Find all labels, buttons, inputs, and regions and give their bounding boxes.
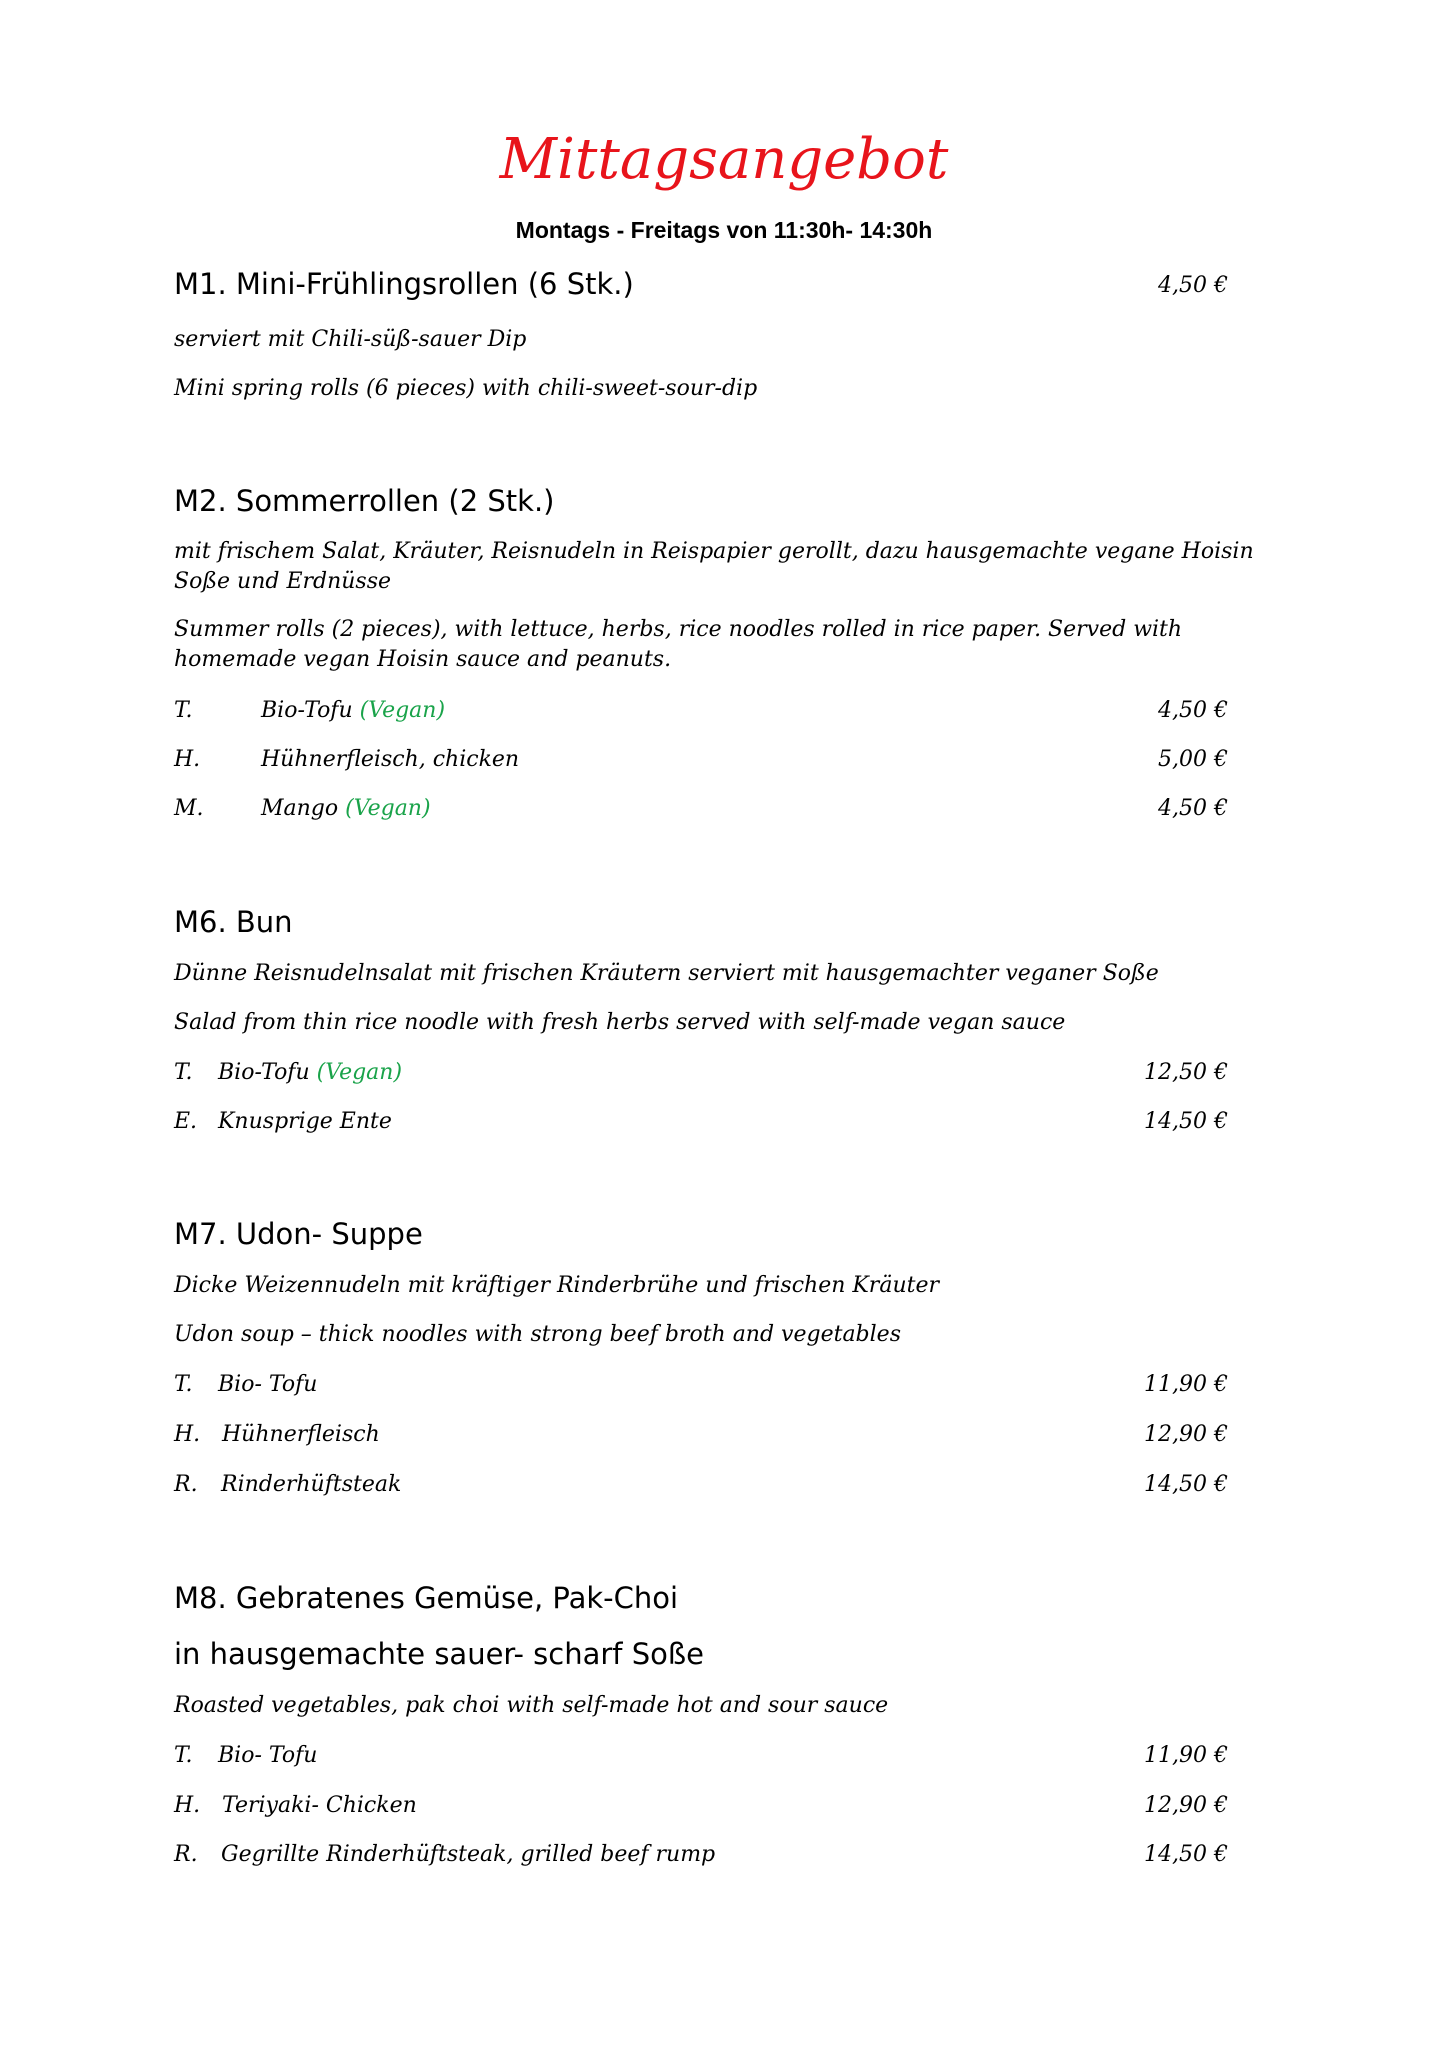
option-name: Knusprige Ente (218, 1109, 392, 1134)
option-code: H. (174, 1793, 201, 1818)
dish-heading-m6: M6. Bun (174, 905, 293, 939)
option-price: 14,50 € (1144, 1472, 1228, 1497)
option-code: M. (174, 796, 204, 821)
option-code: T. (174, 1372, 193, 1397)
option-price: 5,00 € (1158, 747, 1228, 772)
option-price: 11,90 € (1144, 1372, 1228, 1397)
vegan-tag: (Vegan) (359, 698, 446, 723)
option-name: Hühnerfleisch, chicken (261, 747, 520, 772)
option-name: Bio-Tofu (Vegan) (218, 1060, 403, 1085)
option-code: H. (174, 1422, 201, 1447)
option-name: Gegrillte Rinderhüftsteak, grilled beef rump (221, 1842, 716, 1867)
option-price: 14,50 € (1144, 1109, 1228, 1134)
option-name: Mango (Vegan) (261, 796, 431, 821)
dish-description-de-m6: Dünne Reisnudelnsalat mit frischen Kräutern serviert mit hausgemachter veganer Soße (174, 961, 1159, 986)
opening-hours: Montags - Freitags von 11:30h- 14:30h (515, 217, 933, 243)
dish-description-en-m7: Udon soup – thick noodles with strong beef broth and vegetables (174, 1322, 901, 1347)
dish-description-en-m8: Roasted vegetables, pak choi with self-made hot and sour sauce (174, 1693, 889, 1718)
option-code: R. (174, 1842, 198, 1867)
dish-heading-m8: M8. Gebratenes Gemüse, Pak-Choi (174, 1581, 679, 1615)
option-name: Hühnerfleisch (222, 1422, 380, 1447)
dish-heading-m2: M2. Sommerrollen (2 Stk.) (174, 484, 555, 518)
dish-description-en-m6: Salad from thin rice noodle with fresh herbs served with self-made vegan sauce (174, 1010, 1066, 1035)
option-price: 12,50 € (1144, 1060, 1228, 1085)
dish-price-m1: 4,50 € (1158, 273, 1228, 298)
option-price: 4,50 € (1158, 698, 1228, 723)
dish-description-en-m2: Summer rolls (2 pieces), with lettuce, herbs, rice noodles rolled in rice paper. Served with homemade vegan Hoisin sauce and peanuts. (174, 617, 1183, 672)
option-price: 12,90 € (1144, 1422, 1228, 1447)
dish-description-de-m2: mit frischem Salat, Kräuter, Reisnudeln in Reispapier gerollt, dazu hausgemachte vegane Hoisin Soße und Erdnüsse (174, 539, 1254, 594)
option-name: Rinderhüftsteak (221, 1472, 402, 1497)
dish-description-de-m1: serviert mit Chili-süß-sauer Dip (174, 327, 527, 352)
option-price: 4,50 € (1158, 796, 1228, 821)
option-code: T. (174, 1743, 193, 1768)
option-name: Bio- Tofu (218, 1743, 318, 1768)
option-name: Teriyaki- Chicken (222, 1793, 417, 1818)
dish-heading-m1: M1. Mini-Frühlingsrollen (6 Stk.) (174, 267, 634, 301)
option-code: E. (174, 1109, 198, 1134)
option-price: 12,90 € (1144, 1793, 1228, 1818)
option-code: T. (174, 1060, 193, 1085)
page-title: Mittagsangebot (499, 127, 949, 192)
dish-heading-m8-line2: in hausgemachte sauer- scharf Soße (174, 1637, 704, 1671)
option-code: T. (174, 698, 193, 723)
vegan-tag: (Vegan) (345, 796, 431, 821)
option-price: 11,90 € (1144, 1743, 1228, 1768)
dish-description-en-m1: Mini spring rolls (6 pieces) with chili-sweet-sour-dip (174, 376, 758, 401)
option-code: H. (174, 747, 201, 772)
option-name: Bio- Tofu (218, 1372, 318, 1397)
option-name: Bio-Tofu (Vegan) (261, 698, 446, 723)
option-price: 14,50 € (1144, 1842, 1228, 1867)
vegan-tag: (Vegan) (316, 1060, 403, 1085)
dish-description-de-m7: Dicke Weizennudeln mit kräftiger Rinderbrühe und frischen Kräuter (174, 1273, 939, 1298)
dish-heading-m7: M7. Udon- Suppe (174, 1217, 423, 1251)
option-code: R. (174, 1472, 198, 1497)
